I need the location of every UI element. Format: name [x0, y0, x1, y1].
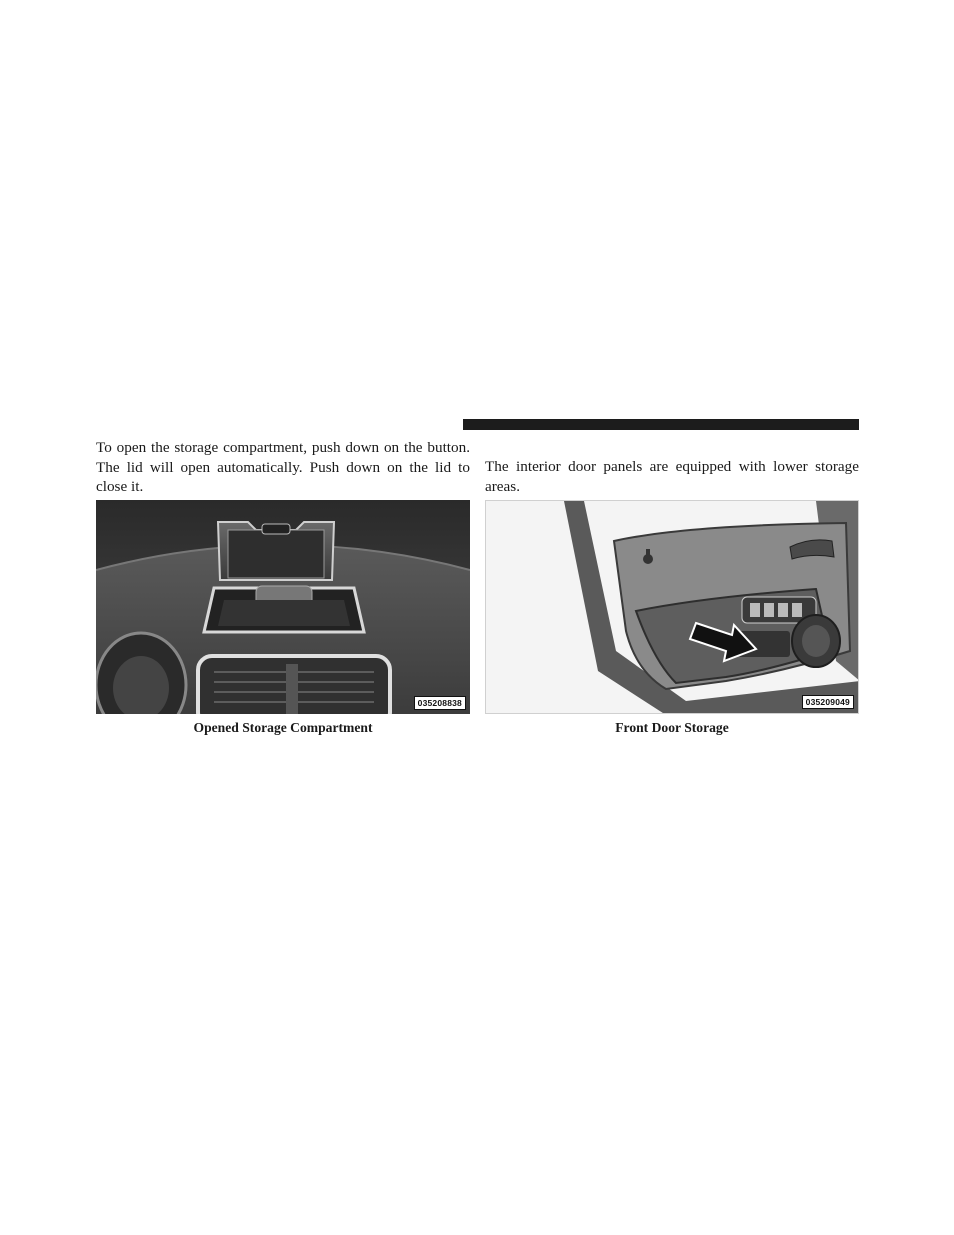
figure-caption-door-storage: Front Door Storage [615, 720, 729, 735]
figure-code-label: 035209049 [802, 695, 854, 709]
figure-code-label: 035208838 [414, 696, 466, 710]
figure-caption-storage-compartment: Opened Storage Compartment [193, 720, 373, 735]
storage-compartment-illustration [96, 500, 470, 714]
section-header-bar [463, 419, 859, 430]
storage-compartment-paragraph: To open the storage compartment, push down on the button. The lid will open automatically. Push down on the lid to close it. [96, 439, 470, 495]
door-storage-illustration [485, 500, 859, 714]
door-storage-paragraph: The interior door panels are equipped with lower storage areas. [485, 458, 859, 495]
